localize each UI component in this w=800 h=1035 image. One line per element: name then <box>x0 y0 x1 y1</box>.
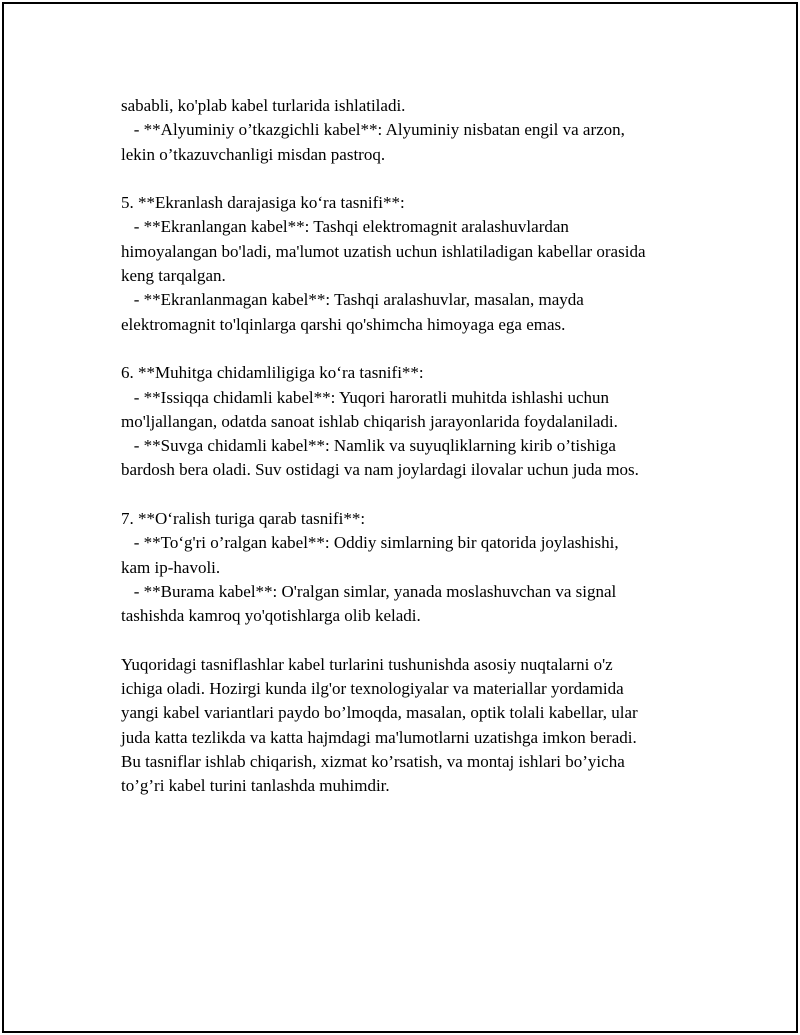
list-item-shielded-cable <box>121 215 721 288</box>
paragraph-gap <box>121 167 721 191</box>
list-item-heat-resistant-cable <box>121 386 721 435</box>
page-frame <box>2 2 798 1033</box>
paragraph-gap <box>121 483 721 507</box>
text-line: bardosh bera oladi. Suv ostidagi va nam joylardagi ilovalar uchun juda mos. <box>121 460 639 480</box>
text-line: Yuqoridagi tasniflashlar kabel turlarini tushunishda asosiy nuqtalarni o'z <box>121 654 613 674</box>
text-line: lekin o’tkazuvchanligi misdan pastroq. <box>121 144 386 164</box>
text-line: mo'ljallangan, odatda sanoat ishlab chiqarish jarayonlarida foydalaniladi. <box>121 411 618 431</box>
text-line: - **Alyuminiy o’tkazgichli kabel**: Alyuminiy nisbatan engil va arzon, <box>121 120 625 140</box>
text-line: elektromagnit to'lqinlarga qarshi qo'shimcha himoyaga ega emas. <box>121 314 566 334</box>
list-item-twisted-cable <box>121 580 721 629</box>
section-heading: 6. **Muhitga chidamliligiga ko‘ra tasnifi**: <box>121 363 424 383</box>
text-line: - **Burama kabel**: O'ralgan simlar, yanada moslashuvchan va signal <box>121 581 617 601</box>
text-line: juda katta tezlikda va katta hajmdagi ma'lumotlarni uzatishga imkon beradi. <box>121 727 637 747</box>
text-line: - **Suvga chidamli kabel**: Namlik va suyuqliklarning kirib o’tishiga <box>121 436 616 456</box>
section-7 <box>121 507 721 628</box>
document-body <box>121 94 721 799</box>
text-line: - **Issiqqa chidamli kabel**: Yuqori haroratli muhitda ishlashi uchun <box>121 387 610 407</box>
conclusion-paragraph <box>121 653 721 799</box>
section-heading: 5. **Ekranlash darajasiga ko‘ra tasnifi**: <box>121 193 405 213</box>
text-line: sababli, ko'plab kabel turlarida ishlatiladi. <box>121 96 406 115</box>
text-line: - **Ekranlangan kabel**: Tashqi elektromagnit aralashuvlardan <box>121 217 569 237</box>
text-line: tashishda kamroq yo'qotishlarga olib keladi. <box>121 606 421 626</box>
text-line: himoyalangan bo'ladi, ma'lumot uzatish uchun ishlatiladigan kabellar orasida <box>121 241 646 261</box>
text-line: kam ip-havoli. <box>121 557 221 577</box>
paragraph-gap <box>121 337 721 361</box>
text-line: ichiga oladi. Hozirgi kunda ilg'or texnologiyalar va materiallar yordamida <box>121 679 624 699</box>
text-line: - **To‘g'ri o’ralgan kabel**: Oddiy simlarning bir qatorida joylashishi, <box>121 533 619 553</box>
list-item-aluminium-cable <box>121 118 721 167</box>
text-line: - **Ekranlanmagan kabel**: Tashqi aralashuvlar, masalan, mayda <box>121 290 584 310</box>
section-6 <box>121 361 721 482</box>
paragraph-gap <box>121 629 721 653</box>
section-4-continuation <box>121 94 721 167</box>
text-line: Bu tasniflar ishlab chiqarish, xizmat ko’rsatish, va montaj ishlari bo’yicha <box>121 752 625 772</box>
text-line: to’g’ri kabel turini tanlashda muhimdir. <box>121 776 390 796</box>
list-item-straight-wound-cable <box>121 531 721 580</box>
section-5 <box>121 191 721 337</box>
list-item-unshielded-cable <box>121 288 721 337</box>
text-line: keng tarqalgan. <box>121 266 226 286</box>
list-item-water-resistant-cable <box>121 434 721 483</box>
text-line: yangi kabel variantlari paydo bo’lmoqda, masalan, optik tolali kabellar, ular <box>121 703 638 723</box>
section-heading: 7. **O‘ralish turiga qarab tasnifi**: <box>121 509 366 529</box>
